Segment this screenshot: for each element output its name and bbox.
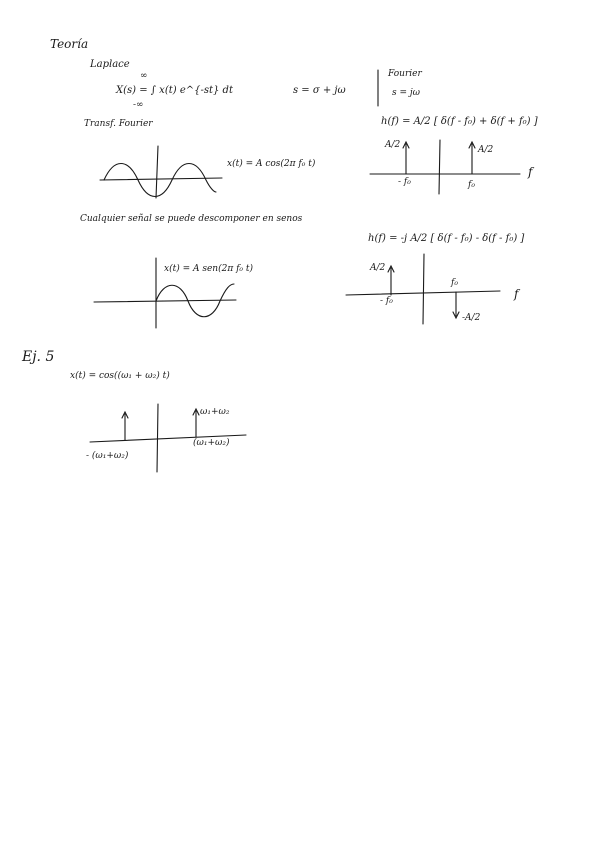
exercise-pos-label: (ω₁+ω₂): [193, 438, 230, 448]
sine-axis-label: f: [514, 287, 519, 301]
laplace-s-definition: s = σ + jω: [293, 85, 346, 96]
sine-tick-neg: - f₀: [380, 296, 393, 306]
exercise-pos-top-label: ω₁+ω₂: [200, 407, 230, 417]
fourier-note-bracket: [376, 68, 382, 108]
cosine-amp-left: A/2: [385, 140, 401, 150]
cosine-axis-label: f: [528, 165, 533, 179]
laplace-lower-limit: -∞: [133, 100, 144, 110]
exercise-neg-label: - (ω₁+ω₂): [86, 451, 129, 461]
cosine-time-plot: [96, 142, 226, 200]
sine-frequency-plot: [340, 250, 510, 326]
sine-decomposition-note: Cualquier señal se puede descomponer en senos: [80, 214, 303, 224]
sine-amp-top: A/2: [370, 263, 386, 273]
sine-tick-pos: f₀: [451, 278, 458, 288]
sine-time-label: x(t) = A sen(2π f₀ t): [164, 264, 254, 274]
laplace-heading: Laplace: [90, 59, 130, 70]
exercise-label: Ej. 5: [22, 349, 55, 365]
page-title: Teoría: [50, 37, 89, 51]
fourier-note-sub: s = jω: [392, 88, 421, 98]
cosine-time-label: x(t) = A cos(2π f₀ t): [227, 159, 316, 169]
exercise-spectrum-plot: [86, 402, 256, 474]
sine-frequency-formula: h(f) = -j A/2 [ δ(f - f₀) - δ(f - f₀) ]: [368, 233, 525, 244]
cosine-amp-right: A/2: [478, 145, 494, 155]
laplace-formula: X(s) = ∫ x(t) e^{-st} dt: [116, 85, 233, 96]
laplace-upper-limit: ∞: [140, 71, 148, 81]
sine-amp-bottom: -A/2: [462, 313, 481, 323]
cosine-tick-pos: f₀: [468, 180, 475, 190]
fourier-note-label: Fourier: [388, 69, 422, 79]
cosine-frequency-formula: h(f) = A/2 [ δ(f - f₀) + δ(f + f₀) ]: [381, 116, 538, 127]
cosine-tick-neg: - f₀: [398, 177, 411, 187]
transform-heading: Transf. Fourier: [84, 119, 153, 129]
exercise-formula: x(t) = cos((ω₁ + ω₂) t): [70, 371, 170, 381]
